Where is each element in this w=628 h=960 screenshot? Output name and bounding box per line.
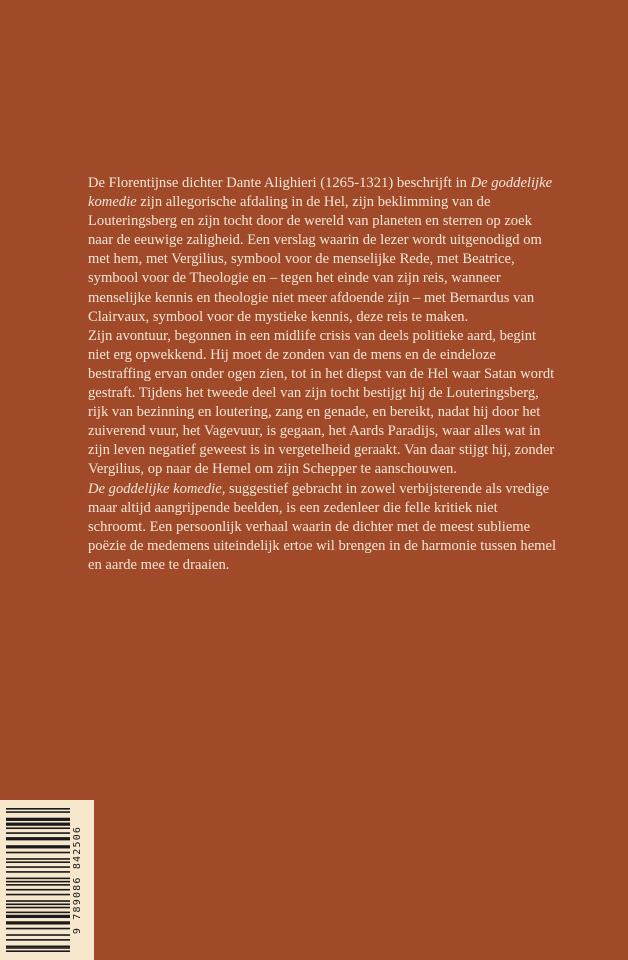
barcode-bar (6, 818, 70, 821)
book-title-italic: De goddelijke komedie, (88, 480, 226, 497)
barcode-bar (6, 845, 70, 848)
barcode-bar (6, 939, 70, 941)
barcode-bar (6, 934, 70, 936)
barcode-bar (6, 912, 70, 914)
barcode-bar (6, 808, 70, 810)
barcode-bar (6, 823, 70, 826)
barcode-bar (6, 878, 70, 880)
barcode-bar (6, 947, 70, 949)
barcode-bar (6, 946, 70, 948)
barcode-bar (6, 950, 70, 952)
barcode-bar (6, 889, 70, 891)
blurb-paragraph-1: De Florentijnse dichter Dante Alighieri (1265-1321) beschrijft in De goddelijke komedie zijn allegorische afdaling in de Hel, zijn beklimming van de Louteringsberg en zijn tocht door de wereld van planeten en sterren op zoek naar de eeuwige zaligheid. Een verslag waarin de lezer wordt uitgenodigd om met hem, met Vergilius, symbool voor de menselijke Rede, met Beatrice, symbool voor de Theologie en – tegen het einde van zijn reis, wanneer menselijke kennis en theologie niet meer afdoende zijn – met Bernardus van Clairvaux, symbool voor de mystieke kennis, deze reis te maken. (88, 175, 553, 325)
barcode-bar (6, 900, 70, 902)
barcode-bar (6, 907, 70, 909)
barcode-bar (6, 881, 70, 883)
blurb-text (88, 174, 558, 575)
barcode-bar (6, 827, 70, 829)
barcode-bar (6, 832, 70, 834)
barcode-bar (6, 858, 70, 860)
isbn-barcode (0, 800, 94, 960)
barcode-bar (6, 915, 70, 918)
barcode-bar (6, 837, 70, 840)
blurb-paragraph-3: De goddelijke komedie, suggestief gebracht in zowel verbijsterende als vredige maar altijd aangrijpende beelden, is een zedenleer die felle kritiek niet schroomt. Een persoonlijk verhaal waarin de dichter met de meest sublieme poëzie de medemens uiteindelijk ertoe wil brengen in de harmonie tussen hemel en aarde mee te draaien. (88, 480, 557, 573)
barcode-bar (6, 811, 70, 813)
barcode-bar (6, 903, 70, 905)
book-title-italic: De goddelijke komedie (88, 175, 553, 211)
barcode-bar (6, 884, 70, 886)
barcode-bar (6, 928, 70, 930)
barcode-bar (6, 894, 70, 896)
barcode-bar (6, 861, 70, 863)
barcode-bar (6, 921, 70, 924)
blurb-paragraph-2: Zijn avontuur, begonnen in een midlife crisis van deels politieke aard, begint niet erg opwekkend. Hij moet de zonden van de mens en de eindeloze bestraffing ervan onder ogen zien, tot in het diepst van de Hel waar Satan wordt gestraft. Tijdens het tweede deel van zijn tocht bestijgt hij de Louteringsberg, rijk van bezinning en loutering, zang en genade, en bereikt, nadat hij door het zuiverend vuur, het Vagevuur, is gegaan, het Aards Paradijs, waar alles wat in zijn leven negatief geweest is in vergetelheid geraakt. Van daar stijgt hij, zonder Vergilius, op naar de Hemel om zijn Schepper te aanschouwen. (88, 327, 555, 478)
barcode-bar (6, 852, 70, 854)
barcode-bar (6, 866, 70, 868)
barcode-bar (6, 871, 70, 873)
isbn-number: 9 789086 842506 (72, 825, 83, 935)
